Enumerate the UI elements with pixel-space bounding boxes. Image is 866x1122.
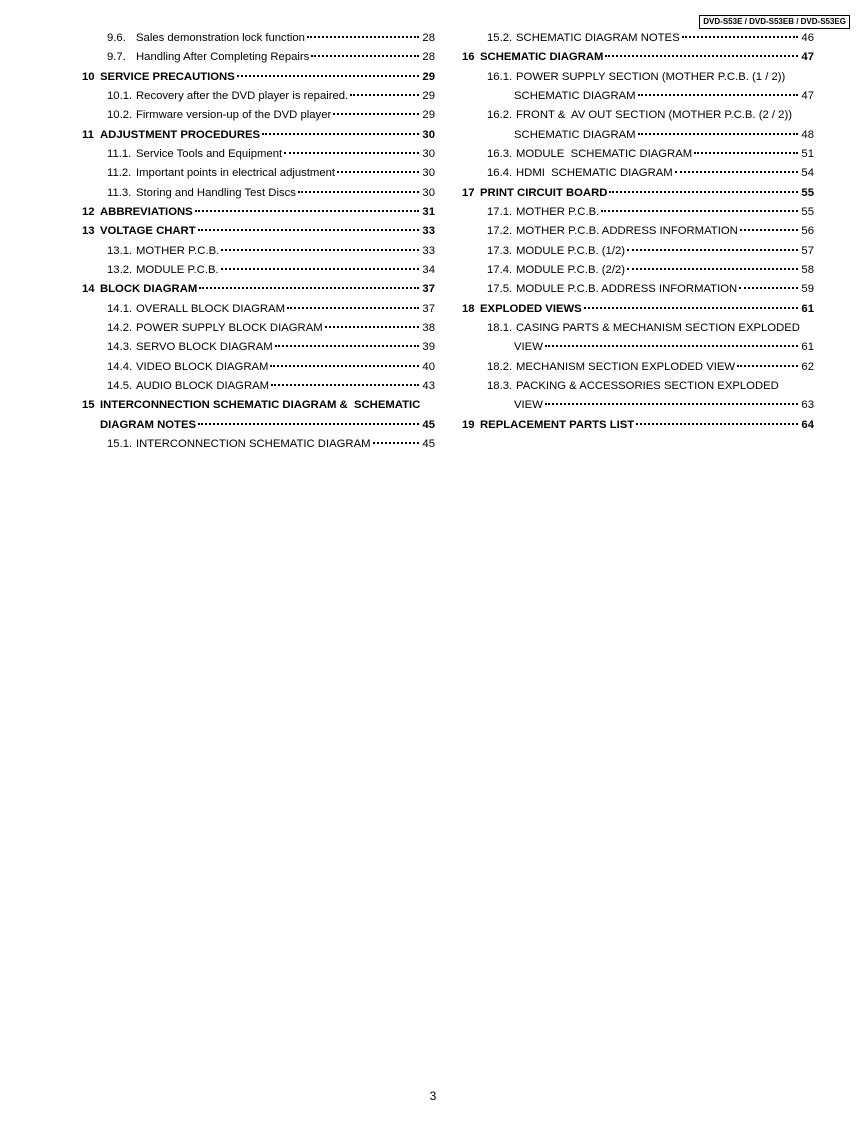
toc-entry-page: 61 [801, 302, 814, 315]
toc-entry-title: MOTHER P.C.B. [516, 205, 600, 218]
toc-entry-number: 18.1. [487, 321, 513, 334]
toc-entry[interactable] [462, 358, 814, 377]
toc-entry[interactable] [82, 48, 435, 67]
toc-entry-page: 29 [422, 70, 435, 83]
toc-entry[interactable] [82, 164, 435, 183]
toc-entry-title: MOTHER P.C.B. [136, 244, 220, 257]
toc-entry-number: 16.2. [487, 109, 513, 122]
dot-leader [638, 93, 798, 96]
toc-entry-title: HDMI SCHEMATIC DIAGRAM [516, 167, 673, 180]
toc-entry-page: 33 [422, 244, 435, 257]
toc-entry-number: 10 [82, 70, 95, 83]
toc-entry-number: 14.3. [107, 341, 133, 354]
toc-entry-title: Service Tools and Equipment [136, 147, 283, 160]
toc-entry-number: 10.1. [107, 89, 133, 102]
toc-entry-title: BLOCK DIAGRAM [100, 283, 198, 296]
toc-entry[interactable] [82, 145, 435, 164]
toc-entry-title: MODULE SCHEMATIC DIAGRAM [516, 147, 693, 160]
dot-leader [311, 54, 419, 57]
toc-entry-page: 33 [422, 225, 435, 238]
toc-entry[interactable] [462, 280, 814, 299]
toc-entry-page: 29 [422, 89, 435, 102]
toc-entry-title: Important points in electrical adjustment [136, 167, 336, 180]
toc-entry[interactable] [462, 164, 814, 183]
toc-entry-page: 58 [801, 263, 814, 276]
toc-entry-page: 62 [801, 360, 814, 373]
toc-entry[interactable] [82, 358, 435, 377]
toc-entry[interactable] [462, 48, 814, 67]
toc-entry-title: SCHEMATIC DIAGRAM [480, 51, 604, 64]
dot-leader [198, 228, 419, 231]
toc-entry-page: 47 [801, 51, 814, 64]
toc-entry-number: 15 [82, 399, 95, 412]
toc-entry-number: 14.4. [107, 360, 133, 373]
toc-entry[interactable] [462, 126, 814, 145]
toc-entry-number: 17 [462, 186, 475, 199]
toc-entry-number: 11.2. [107, 167, 132, 180]
toc-entry-title: MODULE P.C.B. ADDRESS INFORMATION [516, 283, 738, 296]
toc-entry-title: MOTHER P.C.B. ADDRESS INFORMATION [516, 225, 738, 238]
toc-entry[interactable] [462, 242, 814, 261]
toc-entry-number: 17.4. [487, 263, 513, 276]
toc-entry-page: 47 [801, 89, 814, 102]
dot-leader [287, 306, 419, 309]
toc-entry-title: SERVICE PRECAUTIONS [100, 70, 235, 83]
toc-entry-page: 55 [801, 205, 814, 218]
toc-entry-title: MODULE P.C.B. [136, 263, 219, 276]
toc-entry-page: 45 [422, 437, 435, 450]
toc-entry-title: Firmware version-up of the DVD player [136, 109, 332, 122]
toc-entry-title: ADJUSTMENT PROCEDURES [100, 128, 261, 141]
toc-entry-number: 17.2. [487, 225, 513, 238]
dot-leader [350, 93, 419, 96]
toc-entry-title: AUDIO BLOCK DIAGRAM [136, 379, 270, 392]
toc-entry-title: MODULE P.C.B. (2/2) [516, 263, 626, 276]
toc-entry[interactable] [82, 106, 435, 125]
toc-entry-page: 43 [422, 379, 435, 392]
toc-entry[interactable] [82, 29, 435, 48]
toc-entry[interactable] [462, 203, 814, 222]
toc-entry-title: Handling After Completing Repairs [136, 51, 310, 64]
toc-entry-page: 51 [801, 147, 814, 160]
toc-entry[interactable] [462, 338, 814, 357]
dot-leader [337, 170, 419, 173]
toc-entry-title: DIAGRAM NOTES [100, 418, 197, 431]
toc-entry-number: 10.2. [107, 109, 133, 122]
toc-entry-title: PRINT CIRCUIT BOARD [480, 186, 608, 199]
toc-entry-title: PACKING & ACCESSORIES SECTION EXPLODED [516, 379, 779, 392]
dot-leader [545, 402, 798, 405]
toc-entry-page: 28 [422, 32, 435, 44]
dot-leader [271, 383, 419, 386]
toc-entry-title: POWER SUPPLY SECTION (MOTHER P.C.B. (1 / 2)) [516, 70, 786, 83]
toc-entry-page: 29 [422, 109, 435, 122]
toc-entry-number: 18.3. [487, 379, 513, 392]
toc-entry-number: 16 [462, 51, 475, 64]
toc-entry-title: REPLACEMENT PARTS LIST [480, 418, 635, 431]
toc-entry-page: 40 [422, 360, 435, 373]
toc-entry-page: 37 [422, 283, 435, 296]
dot-leader [682, 35, 798, 38]
toc-entry-page: 30 [422, 128, 435, 141]
toc-entry[interactable] [462, 261, 814, 280]
dot-leader [609, 190, 798, 193]
dot-leader [740, 228, 798, 231]
toc-entry[interactable] [82, 68, 435, 87]
toc-entry-number: 15.2. [487, 32, 513, 44]
toc-right-column [462, 29, 814, 435]
toc-entry-number: 9.7. [107, 51, 126, 64]
toc-entry-number: 17.5. [487, 283, 513, 296]
toc-entry[interactable] [82, 184, 435, 203]
dot-leader [638, 132, 798, 135]
toc-entry-number: 12 [82, 205, 95, 218]
toc-entry-title: Sales demonstration lock function [136, 32, 305, 44]
toc-entry-page: 55 [801, 186, 814, 199]
toc-entry-number: 13.1. [107, 244, 133, 257]
toc-entry-number: 11.1. [107, 147, 132, 160]
dot-leader [627, 248, 798, 251]
toc-entry[interactable] [462, 68, 814, 87]
dot-leader [694, 151, 798, 154]
toc-entry-number: 14.2. [107, 321, 133, 334]
toc-entry[interactable] [462, 396, 814, 415]
toc-entry-page: 46 [801, 32, 814, 44]
toc-entry[interactable] [82, 377, 435, 396]
toc-entry[interactable] [82, 222, 435, 241]
toc-entry[interactable] [462, 106, 814, 125]
dot-leader [298, 190, 419, 193]
toc-entry[interactable] [82, 242, 435, 261]
toc-entry-title: SCHEMATIC DIAGRAM NOTES [516, 32, 680, 44]
toc-entry-page: 48 [801, 128, 814, 141]
dot-leader [325, 325, 419, 328]
toc-entry-page: 28 [422, 51, 435, 64]
toc-entry-number: 17.1. [487, 205, 513, 218]
toc-entry[interactable] [462, 145, 814, 164]
page-number: 3 [429, 1089, 437, 1103]
toc-entry[interactable] [462, 184, 814, 203]
dot-leader [739, 286, 798, 289]
toc-entry[interactable] [462, 416, 814, 435]
toc-entry[interactable] [82, 300, 435, 319]
toc-entry-title: Recovery after the DVD player is repaired. [136, 89, 349, 102]
toc-entry-number: 11.3. [107, 186, 132, 199]
toc-entry-number: 17.3. [487, 244, 513, 257]
toc-entry[interactable] [462, 300, 814, 319]
dot-leader [221, 248, 419, 251]
toc-entry-page: 30 [422, 186, 435, 199]
toc-entry-page: 31 [422, 205, 435, 218]
toc-entry-number: 16.1. [487, 70, 513, 83]
toc-entry-page: 64 [801, 418, 814, 431]
dot-leader [198, 422, 419, 425]
toc-entry[interactable] [82, 261, 435, 280]
toc-entry-title: VIDEO BLOCK DIAGRAM [136, 360, 269, 373]
toc-entry[interactable] [82, 396, 435, 415]
dot-leader [636, 422, 798, 425]
toc-entry-page: 37 [422, 302, 435, 315]
dot-leader [373, 441, 419, 444]
toc-entry-title: CASING PARTS & MECHANISM SECTION EXPLODED [516, 321, 800, 334]
toc-entry-number: 9.6. [107, 32, 126, 44]
toc-entry-title: FRONT & AV OUT SECTION (MOTHER P.C.B. (2 / 2)) [516, 109, 792, 122]
toc-entry[interactable] [462, 319, 814, 338]
dot-leader [307, 35, 419, 38]
toc-entry-title: ABBREVIATIONS [100, 205, 193, 218]
toc-entry[interactable] [82, 203, 435, 222]
toc-entry-title: MODULE P.C.B. (1/2) [516, 244, 626, 257]
dot-leader [737, 364, 798, 367]
toc-entry[interactable] [82, 338, 435, 357]
dot-leader [195, 209, 419, 212]
toc-entry-page: 30 [422, 167, 435, 180]
toc-entry-number: 18.2. [487, 360, 513, 373]
toc-entry[interactable] [462, 222, 814, 241]
dot-leader [584, 306, 798, 309]
toc-entry-title: POWER SUPPLY BLOCK DIAGRAM [136, 321, 323, 334]
toc-entry[interactable] [82, 280, 435, 299]
toc-entry-title: MECHANISM SECTION EXPLODED VIEW [516, 360, 736, 373]
dot-leader [605, 54, 798, 57]
dot-leader [237, 74, 419, 77]
toc-entry-page: 38 [422, 321, 435, 334]
toc-entry-number: 14 [82, 283, 95, 296]
dot-leader [270, 364, 419, 367]
toc-entry-title: VIEW [514, 341, 543, 354]
toc-entry-title: INTERCONNECTION SCHEMATIC DIAGRAM [136, 437, 371, 450]
toc-entry-title: SERVO BLOCK DIAGRAM [136, 341, 273, 354]
toc-entry[interactable] [82, 416, 435, 435]
toc-entry-number: 14.5. [107, 379, 133, 392]
dot-leader [545, 344, 798, 347]
toc-entry-title: OVERALL BLOCK DIAGRAM [136, 302, 285, 315]
toc-entry[interactable] [462, 87, 814, 106]
dot-leader [284, 151, 419, 154]
dot-leader [262, 132, 419, 135]
toc-entry-title: SCHEMATIC DIAGRAM [514, 128, 636, 141]
toc-entry-title: SCHEMATIC DIAGRAM [514, 89, 636, 102]
dot-leader [275, 344, 419, 347]
toc-entry-number: 18 [462, 302, 475, 315]
toc-entry[interactable] [82, 319, 435, 338]
toc-entry-page: 45 [422, 418, 435, 431]
toc-entry-number: 13 [82, 225, 95, 238]
toc-entry-page: 30 [422, 147, 435, 160]
toc-entry[interactable] [462, 377, 814, 396]
toc-entry-page: 57 [801, 244, 814, 257]
toc-entry-number: 19 [462, 418, 475, 431]
dot-leader [627, 267, 798, 270]
toc-entry-page: 39 [422, 341, 435, 354]
dot-leader [333, 112, 419, 115]
toc-entry-title: EXPLODED VIEWS [480, 302, 582, 315]
toc-entry-number: 11 [82, 128, 94, 141]
dot-leader [221, 267, 419, 270]
toc-entry-page: 56 [801, 225, 814, 238]
toc-entry-page: 59 [801, 283, 814, 296]
dot-leader [675, 170, 798, 173]
toc-entry-title: INTERCONNECTION SCHEMATIC DIAGRAM & SCHEMATIC [100, 399, 421, 412]
toc-entry[interactable] [82, 435, 435, 454]
dot-leader [199, 286, 419, 289]
toc-entry[interactable] [82, 87, 435, 106]
toc-entry[interactable] [82, 126, 435, 145]
toc-entry-number: 14.1. [107, 302, 133, 315]
toc-entry-page: 61 [801, 341, 814, 354]
toc-entry-number: 15.1. [107, 437, 133, 450]
toc-entry-title: VIEW [514, 399, 543, 412]
toc-entry-number: 16.4. [487, 167, 513, 180]
dot-leader [601, 209, 798, 212]
toc-entry-page: 63 [801, 399, 814, 412]
toc-left-column [82, 29, 435, 454]
toc-entry-page: 54 [801, 167, 814, 180]
toc-entry[interactable] [462, 29, 814, 48]
toc-entry-title: Storing and Handling Test Discs [136, 186, 296, 199]
toc-entry-page: 34 [422, 263, 435, 276]
toc-entry-title: VOLTAGE CHART [100, 225, 196, 238]
model-header-box: DVD-S53E / DVD-S53EB / DVD-S53EG [699, 15, 850, 29]
toc-entry-number: 13.2. [107, 263, 133, 276]
toc-entry-number: 16.3. [487, 147, 513, 160]
